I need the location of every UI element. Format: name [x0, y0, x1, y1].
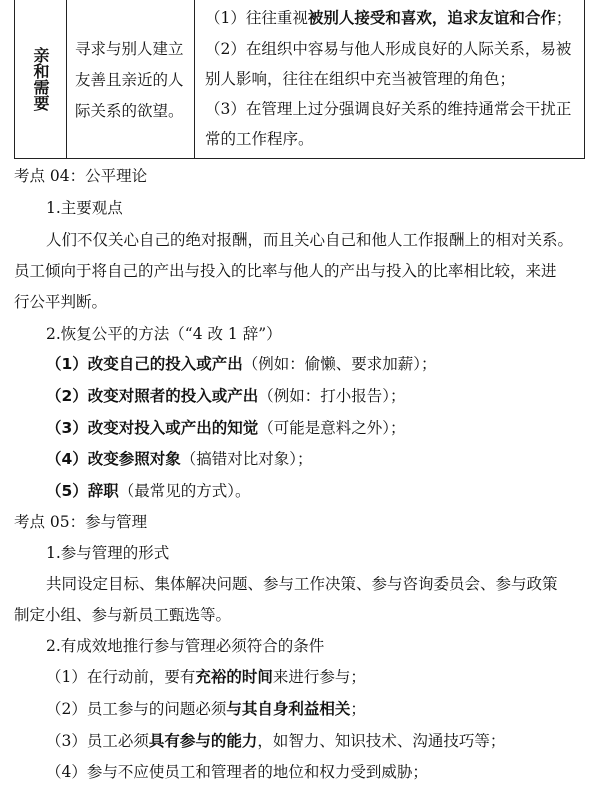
- category-cell: [15, 0, 67, 158]
- s04-para-line-2: 员工倾向于将自己的产出与投入的比率与他人的产出与投入的比率相比较，来进: [14, 262, 557, 280]
- condition-item: （1）在行动前，要有充裕的时间来进行参与；: [46, 668, 366, 686]
- section-05-sub1: 1.参与管理的形式: [46, 544, 170, 562]
- section-05-sub2: 2.有成效地推行参与管理必须符合的条件: [46, 637, 325, 655]
- section-04-heading: 考点 04：公平理论: [14, 167, 148, 185]
- characteristic-2-line2: 别人影响，往往在组织中充当被管理的角色；: [205, 70, 516, 88]
- condition-item: （2）员工参与的问题必须与其自身利益相关；: [46, 700, 366, 718]
- method-item: （4）改变参照对象（搞错对比对象）；: [46, 450, 313, 468]
- description-line: 寻求与别人建立: [75, 40, 184, 58]
- s04-para-line-1: 人们不仅关心自己的绝对报酬，而且关心自己和他人工作报酬上的相对关系。: [46, 231, 574, 249]
- section-04-sub2: 2.恢复公平的方法（“4 改 1 辞”）: [46, 325, 282, 343]
- method-item: （5）辞职（最常见的方式）。: [46, 482, 251, 500]
- description-line: 际关系的欲望。: [75, 102, 184, 120]
- characteristic-1: （1）往往重视被别人接受和喜欢，追求友谊和合作；: [205, 9, 572, 27]
- characteristic-2-line1: （2）在组织中容易与他人形成良好的人际关系，易被: [205, 40, 572, 58]
- condition-item: （4）参与不应使员工和管理者的地位和权力受到威胁；: [46, 763, 428, 781]
- s05-para-line-1: 共同设定目标、集体解决问题、参与工作决策、参与咨询委员会、参与政策: [46, 575, 558, 593]
- method-item: （2）改变对照者的投入或产出（例如：打小报告）；: [46, 387, 406, 405]
- section-04-sub1: 1.主要观点: [46, 199, 123, 217]
- category-label: 亲和需要: [31, 47, 50, 111]
- characteristic-3-line2: 常的工作程序。: [205, 130, 314, 148]
- condition-item: （3）员工必须具有参与的能力，如智力、知识技术、沟通技巧等；: [46, 732, 506, 750]
- section-05-heading: 考点 05：参与管理: [14, 513, 148, 531]
- description-cell: [67, 0, 195, 158]
- characteristics-cell: [195, 0, 584, 158]
- needs-table: [14, 0, 585, 159]
- description-line: 友善且亲近的人: [75, 71, 184, 89]
- s05-para-line-2: 制定小组、参与新员工甄选等。: [14, 606, 232, 624]
- characteristic-3-line1: （3）在管理上过分强调良好关系的维持通常会干扰正: [205, 100, 572, 118]
- s04-para-line-3: 行公平判断。: [14, 293, 108, 311]
- method-item: （1）改变自己的投入或产出（例如：偷懒、要求加薪）；: [46, 355, 437, 373]
- method-item: （3）改变对投入或产出的知觉（可能是意料之外）；: [46, 419, 406, 437]
